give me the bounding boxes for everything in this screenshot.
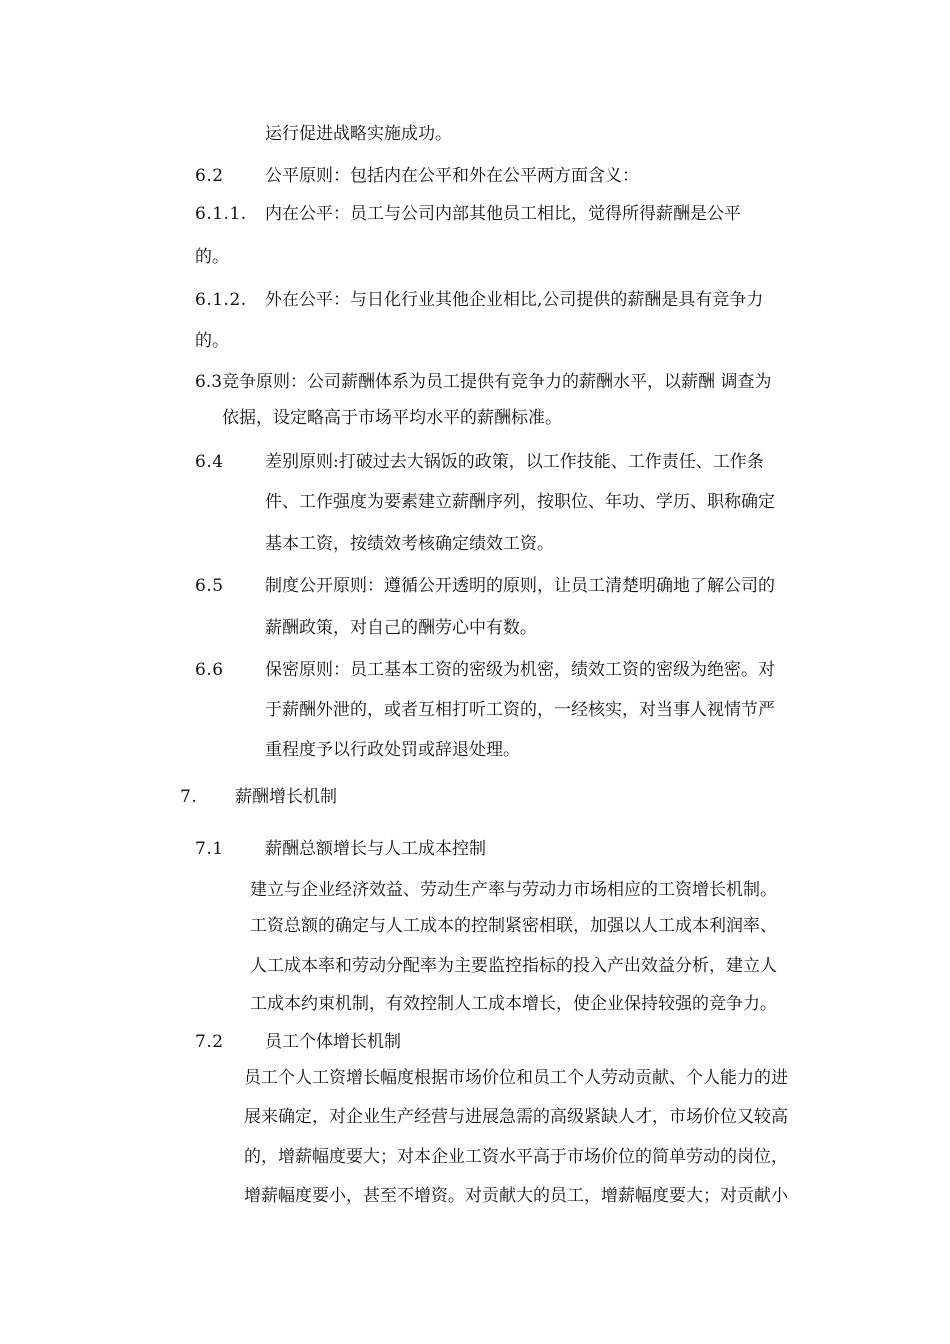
text-line: 工成本约束机制，有效控制人工成本增长，使企业保持较强的竞争力。	[250, 994, 777, 1014]
text-line: 基本工资，按绩效考核确定绩效工资。	[265, 534, 554, 554]
text-line: 件、工作强度为要素建立薪酬序列，按职位、年功、学历、职称确定	[265, 492, 775, 512]
text-line: 6.3竞争原则：公司薪酬体系为员工提供有竞争力的薪酬水平，以薪酬 调查为	[195, 372, 772, 392]
section-heading: 薪酬总额增长与人工成本控制	[265, 839, 486, 859]
section-heading: 薪酬增长机制	[235, 787, 337, 807]
text-line: 薪酬政策，对自己的酬劳心中有数。	[265, 618, 537, 638]
text-line: 保密原则：员工基本工资的密级为机密，绩效工资的密级为绝密。对	[265, 660, 775, 680]
text-line: 员工个人工资增长幅度根据市场价位和员工个人劳动贡献、个人能力的进	[244, 1068, 788, 1088]
text-line: 依据，设定略高于市场平均水平的薪酬标准。	[222, 408, 562, 428]
text-line: 外在公平：与日化行业其他企业相比,公司提供的薪酬是具有竞争力	[265, 290, 764, 310]
text-line: 内在公平：员工与公司内部其他员工相比，觉得所得薪酬是公平	[265, 204, 741, 224]
section-number: 6.6	[195, 660, 224, 680]
text-line: 的。	[195, 247, 229, 267]
text-line: 重程度予以行政处罚或辞退处理。	[265, 740, 520, 760]
text-line: 建立与企业经济效益、劳动生产率与劳动力市场相应的工资增长机制。	[250, 880, 777, 900]
text-line: 增薪幅度要小，甚至不增资。对贡献大的员工，增薪幅度要大；对贡献小	[244, 1186, 788, 1206]
section-number: 6.4	[195, 452, 224, 472]
text-line: 展来确定，对企业生产经营与进展急需的高级紧缺人才，市场价位又较高	[244, 1107, 788, 1127]
text-line: 制度公开原则：遵循公开透明的原则，让员工清楚明确地了解公司的	[265, 576, 775, 596]
section-heading: 员工个体增长机制	[265, 1032, 401, 1052]
section-number: 6.5	[195, 576, 224, 596]
text-line: 的。	[195, 331, 229, 351]
text-line: 人工成本率和劳动分配率为主要监控指标的投入产出效益分析，建立人	[250, 956, 777, 976]
text-line: 差别原则:打破过去大锅饭的政策，以工作技能、工作责任、工作条	[265, 452, 764, 472]
section-number: 6.2	[195, 166, 224, 186]
section-number: 7.2	[195, 1032, 224, 1052]
text-line: 工资总额的确定与人工成本的控制紧密相联，加强以人工成本利润率、	[250, 916, 777, 936]
section-number: 7.	[180, 787, 198, 807]
section-number: 7.1	[195, 839, 224, 859]
text-line: 于薪酬外泄的，或者互相打听工资的，一经核实，对当事人视情节严	[265, 700, 775, 720]
section-number: 6.1.2.	[195, 290, 247, 310]
text-line: 的，增薪幅度要大；对本企业工资水平高于市场价位的简单劳动的岗位，	[244, 1147, 788, 1167]
section-number: 6.1.1.	[195, 204, 247, 224]
text-line: 运行促进战略实施成功。	[265, 124, 452, 144]
section-heading: 公平原则：包括内在公平和外在公平两方面含义：	[265, 166, 639, 186]
